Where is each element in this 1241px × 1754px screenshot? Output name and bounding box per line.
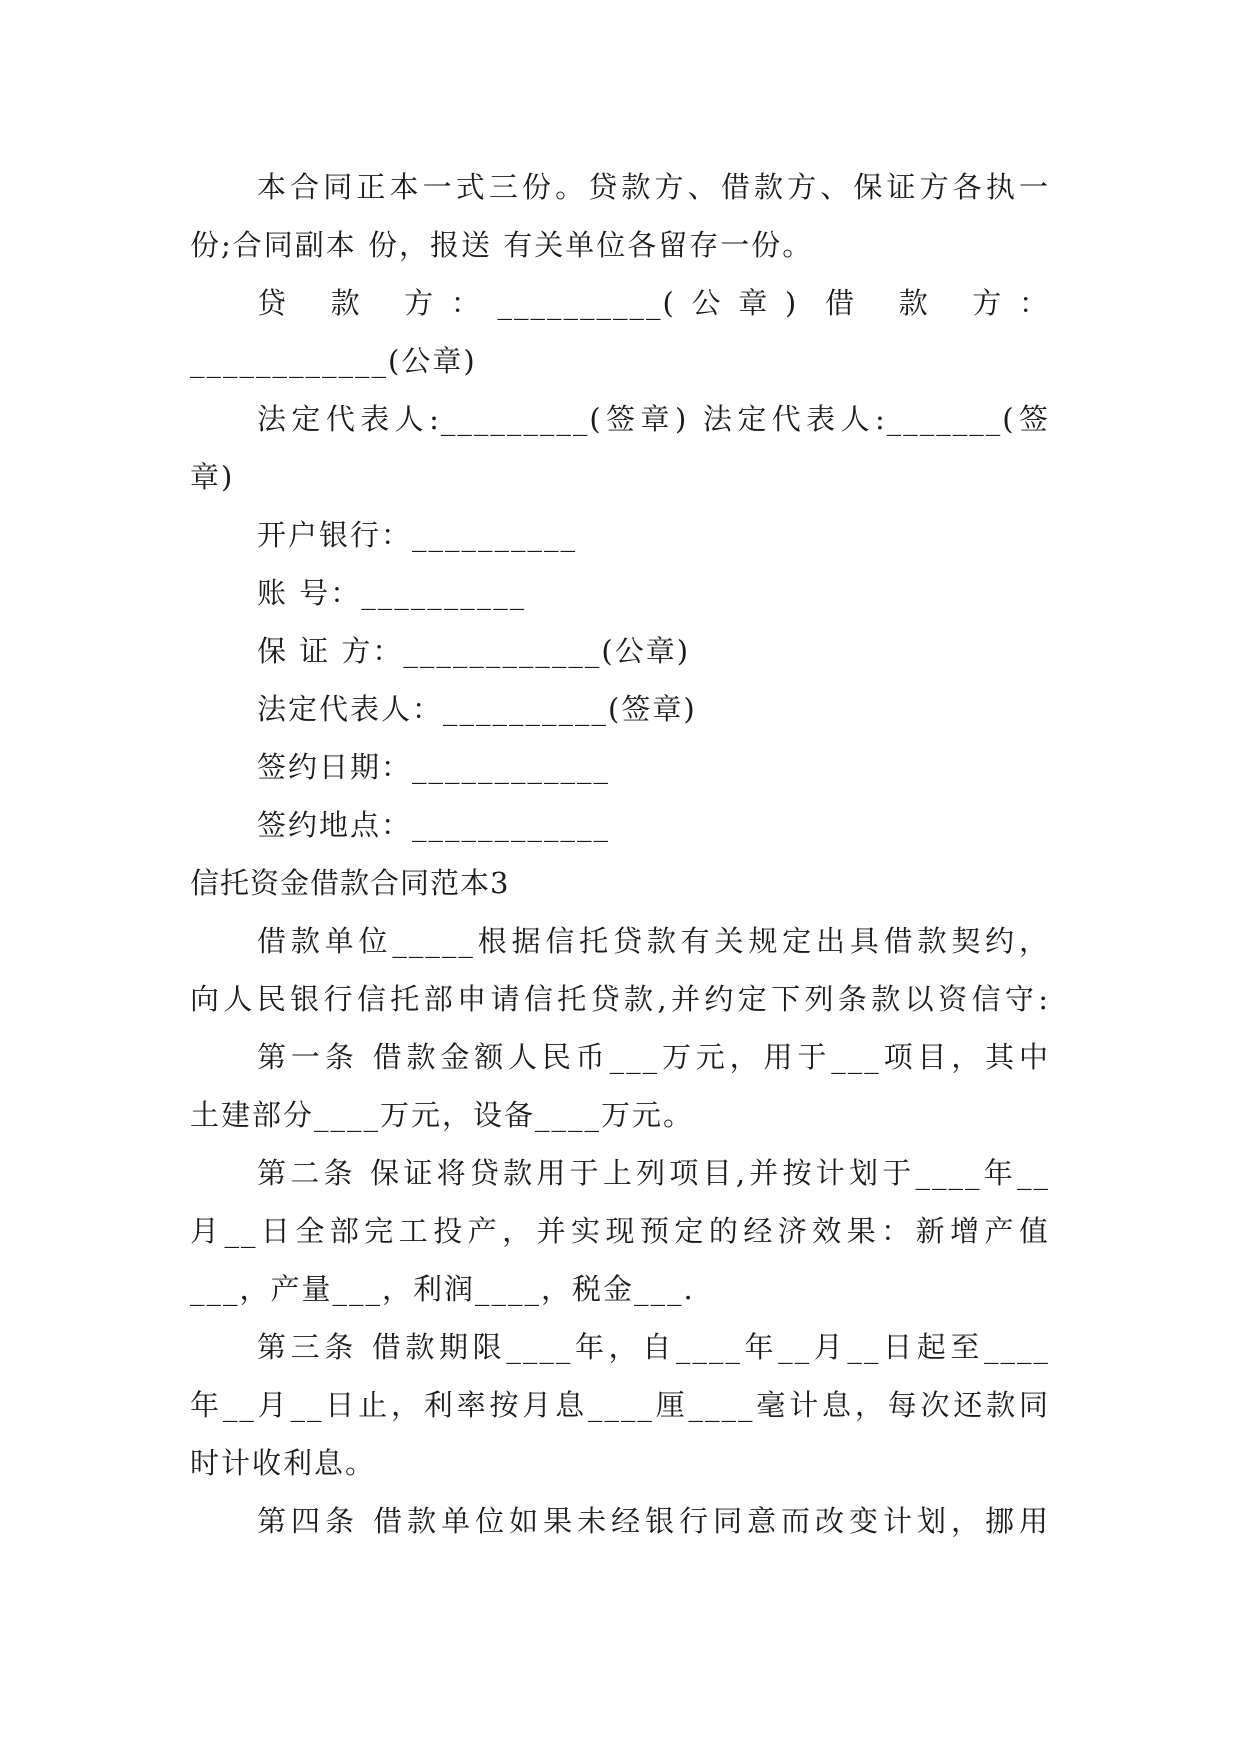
text-line: 章)	[190, 460, 235, 494]
section-heading: 信托资金借款合同范本3	[190, 866, 510, 900]
text-line: ___，产量___，利润____，税金___.	[190, 1272, 695, 1306]
account-field: 账 号：__________	[257, 576, 527, 610]
clause-4: 第四条 借款单位如果未经银行同意而改变计划，挪用	[257, 1504, 1050, 1538]
guarantor-representative-field: 法定代表人：__________(签章)	[257, 692, 697, 726]
borrower-signature-blank: ____________(公章)	[190, 344, 477, 378]
lender-signature-line: 贷 款 方：__________(公章) 借 款 方：	[257, 286, 1050, 320]
guarantor-field: 保 证 方：____________(公章)	[257, 634, 691, 668]
text-line: 时计收利息。	[190, 1446, 377, 1480]
text-line: 年__月__日止，利率按月息____厘____毫计息，每次还款同	[190, 1388, 1050, 1422]
legal-representative-line: 法定代表人:_________(签章) 法定代表人:_______(签	[257, 402, 1050, 436]
text-line: 份;合同副本 份，报送 有关单位各留存一份。	[190, 228, 814, 262]
signing-place-field: 签约地点：____________	[257, 808, 611, 842]
document-page	[190, 158, 1050, 1550]
text-line: 土建部分____万元，设备____万元。	[190, 1098, 695, 1132]
text-line: 本合同正本一式三份。贷款方、借款方、保证方各执一	[257, 170, 1050, 204]
text-line: 向人民银行信托部申请信托贷款,并约定下列条款以资信守:	[190, 982, 1050, 1016]
clause-1: 第一条 借款金额人民币___万元，用于___项目，其中	[257, 1040, 1050, 1074]
clause-3: 第三条 借款期限____年，自____年__月__日起至____	[257, 1330, 1050, 1364]
text-line: 借款单位_____根据信托贷款有关规定出具借款契约，	[257, 924, 1050, 958]
signing-date-field: 签约日期：____________	[257, 750, 611, 784]
bank-field: 开户银行：__________	[257, 518, 578, 552]
clause-2: 第二条 保证将贷款用于上列项目,并按计划于____年__	[257, 1156, 1050, 1190]
text-line: 月__日全部完工投产，并实现预定的经济效果：新增产值	[190, 1214, 1050, 1248]
